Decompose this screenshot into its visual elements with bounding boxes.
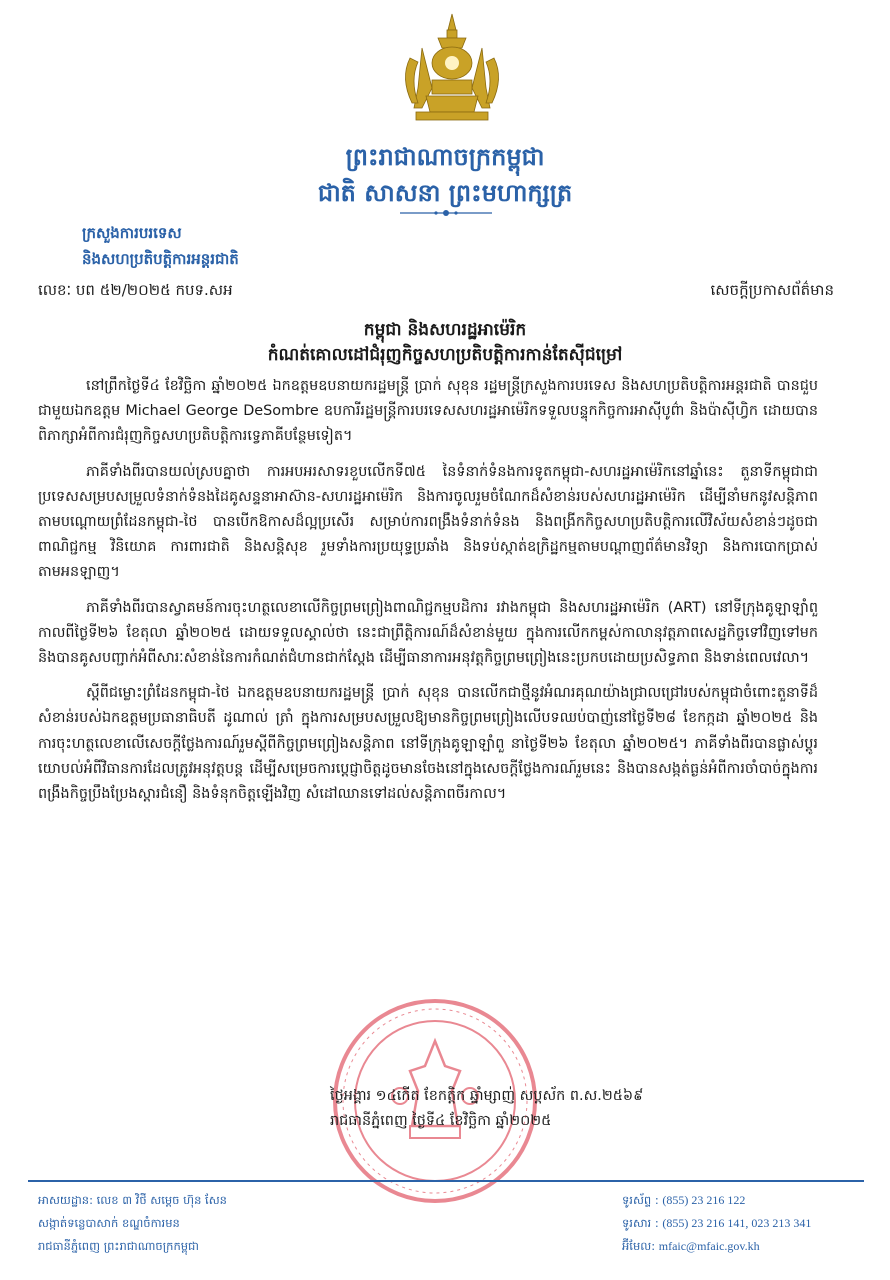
paragraph: នៅព្រឹកថ្ងៃទី៤ ខែវិច្ឆិកា ឆ្នាំ២០២៥ ឯកឧត្តមឧបនាយករដ្ឋមន្ត្រី ប្រាក់ សុខុន រដ្ឋមន្ត្រីក្រសួងការបរទេស និងសហប្រតិបត្តិការអន្តរជាតិ បានជួបជាមួយឯកឧត្តម Michael George DeSombre ឧបការីរដ្ឋមន្ត្រីការបរទេសសហរដ្ឋអាម៉េរិកទទួលបន្ទុកកិច្ចការអាស៊ីបូព៌ា និងប៉ាស៊ីហ្វិក ដោយបានពិភាក្សាអំពីការជំរុញកិច្ចសហប្រតិបត្តិការទ្វេភាគីបន្ថែមទៀត។ — [38, 378, 818, 445]
national-motto: ជាតិ សាសនា ព្រះមហាក្សត្រ — [317, 179, 573, 207]
paragraph: ស្តីពីជម្លោះព្រំដែនកម្ពុជា-ថៃ ឯកឧត្តមឧបនាយករដ្ឋមន្ត្រី ប្រាក់ សុខុន បានលើកជាថ្មីនូវអំណរគុណយ៉ាងជ្រាលជ្រៅរបស់កម្ពុជាចំពោះតួនាទីដ៏សំខាន់របស់ឯកឧត្តមប្រធានាធិបតី ដូណាល់ ត្រាំ ក្នុងការសម្របសម្រួលឱ្យមានកិច្ចព្រមព្រៀងលើបទឈប់បាញ់នៅថ្ងៃទី២៨ ខែកក្កដា ឆ្នាំ២០២៥ និងការចុះហត្ថលេខាលើសេចក្តីថ្លែងការណ៍រួមស្តីពីកិច្ចព្រមព្រៀងសន្តិភាព នៅទីក្រុងគូឡាឡាំពួ នាថ្ងៃទី២៦ ខែតុលា ឆ្នាំ២០២៥។ ភាគីទាំងពីរបានផ្លាស់ប្តូរយោបល់អំពីវិធានការដែលត្រូវអនុវត្តបន្ត ដើម្បីសម្រេចការប្តេជ្ញាចិត្តដូចមានចែងនៅក្នុងសេចក្តីថ្លែងការណ៍រួមនេះ និងបានសង្កត់ធ្ងន់អំពីការចាំបាច់ក្នុងការពង្រឹងកិច្ចប្រឹងប្រែងស្តារជំនឿ និងទំនុកចិត្តឡើងវិញ សំដៅឈានទៅដល់សន្តិភាពចីរកាល។ — [38, 685, 818, 803]
footer-address-line1 — [38, 1193, 227, 1210]
solar-date: រាជធានីភ្នំពេញ ថ្ងៃទី៤ ខែវិច្ឆិកា ឆ្នាំ២០២៥ — [330, 1113, 552, 1129]
royal-emblem-icon — [392, 8, 512, 128]
body-text — [38, 374, 818, 817]
footer-email — [622, 1239, 760, 1256]
fax-label: ទូរសារ : — [622, 1216, 659, 1230]
lunar-date: ថ្ងៃអង្គារ ១៤កើត ខែកត្តិក ឆ្នាំម្សាញ់ សប្តស័ក ព.ស.២៥៦៩ — [330, 1088, 644, 1104]
address-value: លេខ ៣ វិថី សម្តេច ហ៊ុន សែន — [96, 1193, 227, 1207]
footer-address-line3: រាជធានីភ្នំពេញ ព្រះរាជាណាចក្រកម្ពុជា — [38, 1239, 199, 1253]
headline-line2: កំណត់គោលដៅជំរុញកិច្ចសហប្រតិបត្តិការកាន់តែស៊ីជម្រៅ — [267, 345, 623, 365]
kingdom-title: ព្រះរាជាណាចក្រកម្ពុជា — [345, 143, 545, 171]
paragraph: ភាគីទាំងពីរបានស្វាគមន៍ការចុះហត្ថលេខាលើកិច្ចព្រមព្រៀងពាណិជ្ជកម្មបដិការ រវាងកម្ពុជា និងសហរដ្ឋអាម៉េរិក (ART) នៅទីក្រុងគូឡាឡាំពួ កាលពីថ្ងៃទី២៦ ខែតុលា ឆ្នាំ២០២៥ ដោយទទួលស្គាល់ថា នេះជាព្រឹត្តិការណ៍ដ៏សំខាន់មួយ ក្នុងការលើកកម្ពស់កាលានុវត្តភាពសេដ្ឋកិច្ចទៅវិញទៅមក និងបានគូសបញ្ជាក់អំពីសារៈសំខាន់នៃការកំណត់ជំហានជាក់ស្តែង ដើម្បីធានាការអនុវត្តកិច្ចព្រមព្រៀងនេះប្រកបដោយប្រសិទ្ធភាព និងទាន់ពេលវេលា។ — [38, 599, 818, 667]
document-type: សេចក្តីប្រកាសព័ត៌មាន — [710, 281, 834, 299]
email-link[interactable]: mfaic@mfaic.gov.kh — [658, 1239, 760, 1253]
footer-fax — [622, 1216, 811, 1233]
address-label: អាសយដ្ឋាន: — [38, 1193, 93, 1207]
footer-address-line2: សង្កាត់ទន្លេបាសាក់ ខណ្ឌចំការមន — [38, 1216, 180, 1230]
footer-divider — [28, 1180, 864, 1182]
footer-phone — [622, 1193, 745, 1210]
email-label: អ៊ីមែល: — [622, 1239, 656, 1253]
reference-number: លេខៈ បព ៥២/២០២៥ កបទ.សអ — [38, 281, 233, 299]
paragraph: ភាគីទាំងពីរបានយល់ស្របគ្នាថា ការអបអរសាទរខួបលើកទី៧៥ នៃទំនាក់ទំនងការទូតកម្ពុជា-សហរដ្ឋអាម៉េរិកនៅឆ្នាំនេះ តួនាទីកម្ពុជាជាប្រទេសសម្របសម្រួលទំនាក់ទំនងដៃគូសន្ទនាអាស៊ាន-សហរដ្ឋអាម៉េរិក និងការចូលរួមចំណែកដ៏សំខាន់របស់សហរដ្ឋអាម៉េរិក ដើម្បីនាំមកនូវសន្តិភាពតាមបណ្តោយព្រំដែនកម្ពុជា-ថៃ បានបើកឱកាសដ៏ល្អប្រសើរ សម្រាប់ការពង្រឹងទំនាក់ទំនង និងពង្រីកកិច្ចសហប្រតិបត្តិការលើវិស័យសំខាន់ៗដូចជា ពាណិជ្ជកម្ម វិនិយោគ ការពារជាតិ និងសន្តិសុខ រួមទាំងការប្រយុទ្ធប្រឆាំង និងទប់ស្កាត់ឧក្រិដ្ឋកម្មតាមបណ្តាញព័ត៌មានវិទ្យា និងការបោកប្រាស់តាមអនឡាញ។ — [38, 463, 818, 581]
ornament-divider-icon — [398, 207, 494, 219]
phone-label: ទូរស័ព្ទ : — [622, 1193, 659, 1207]
headline-line1: កម្ពុជា និងសហរដ្ឋអាម៉េរិក — [363, 320, 527, 340]
fax-value: (855) 23 216 141, 023 213 341 — [662, 1216, 812, 1230]
ministry-name-line2: និងសហប្រតិបត្តិការអន្តរជាតិ — [82, 250, 239, 268]
phone-value: (855) 23 216 122 — [662, 1193, 746, 1207]
ministry-name-line1: ក្រសួងការបរទេស — [82, 224, 182, 242]
